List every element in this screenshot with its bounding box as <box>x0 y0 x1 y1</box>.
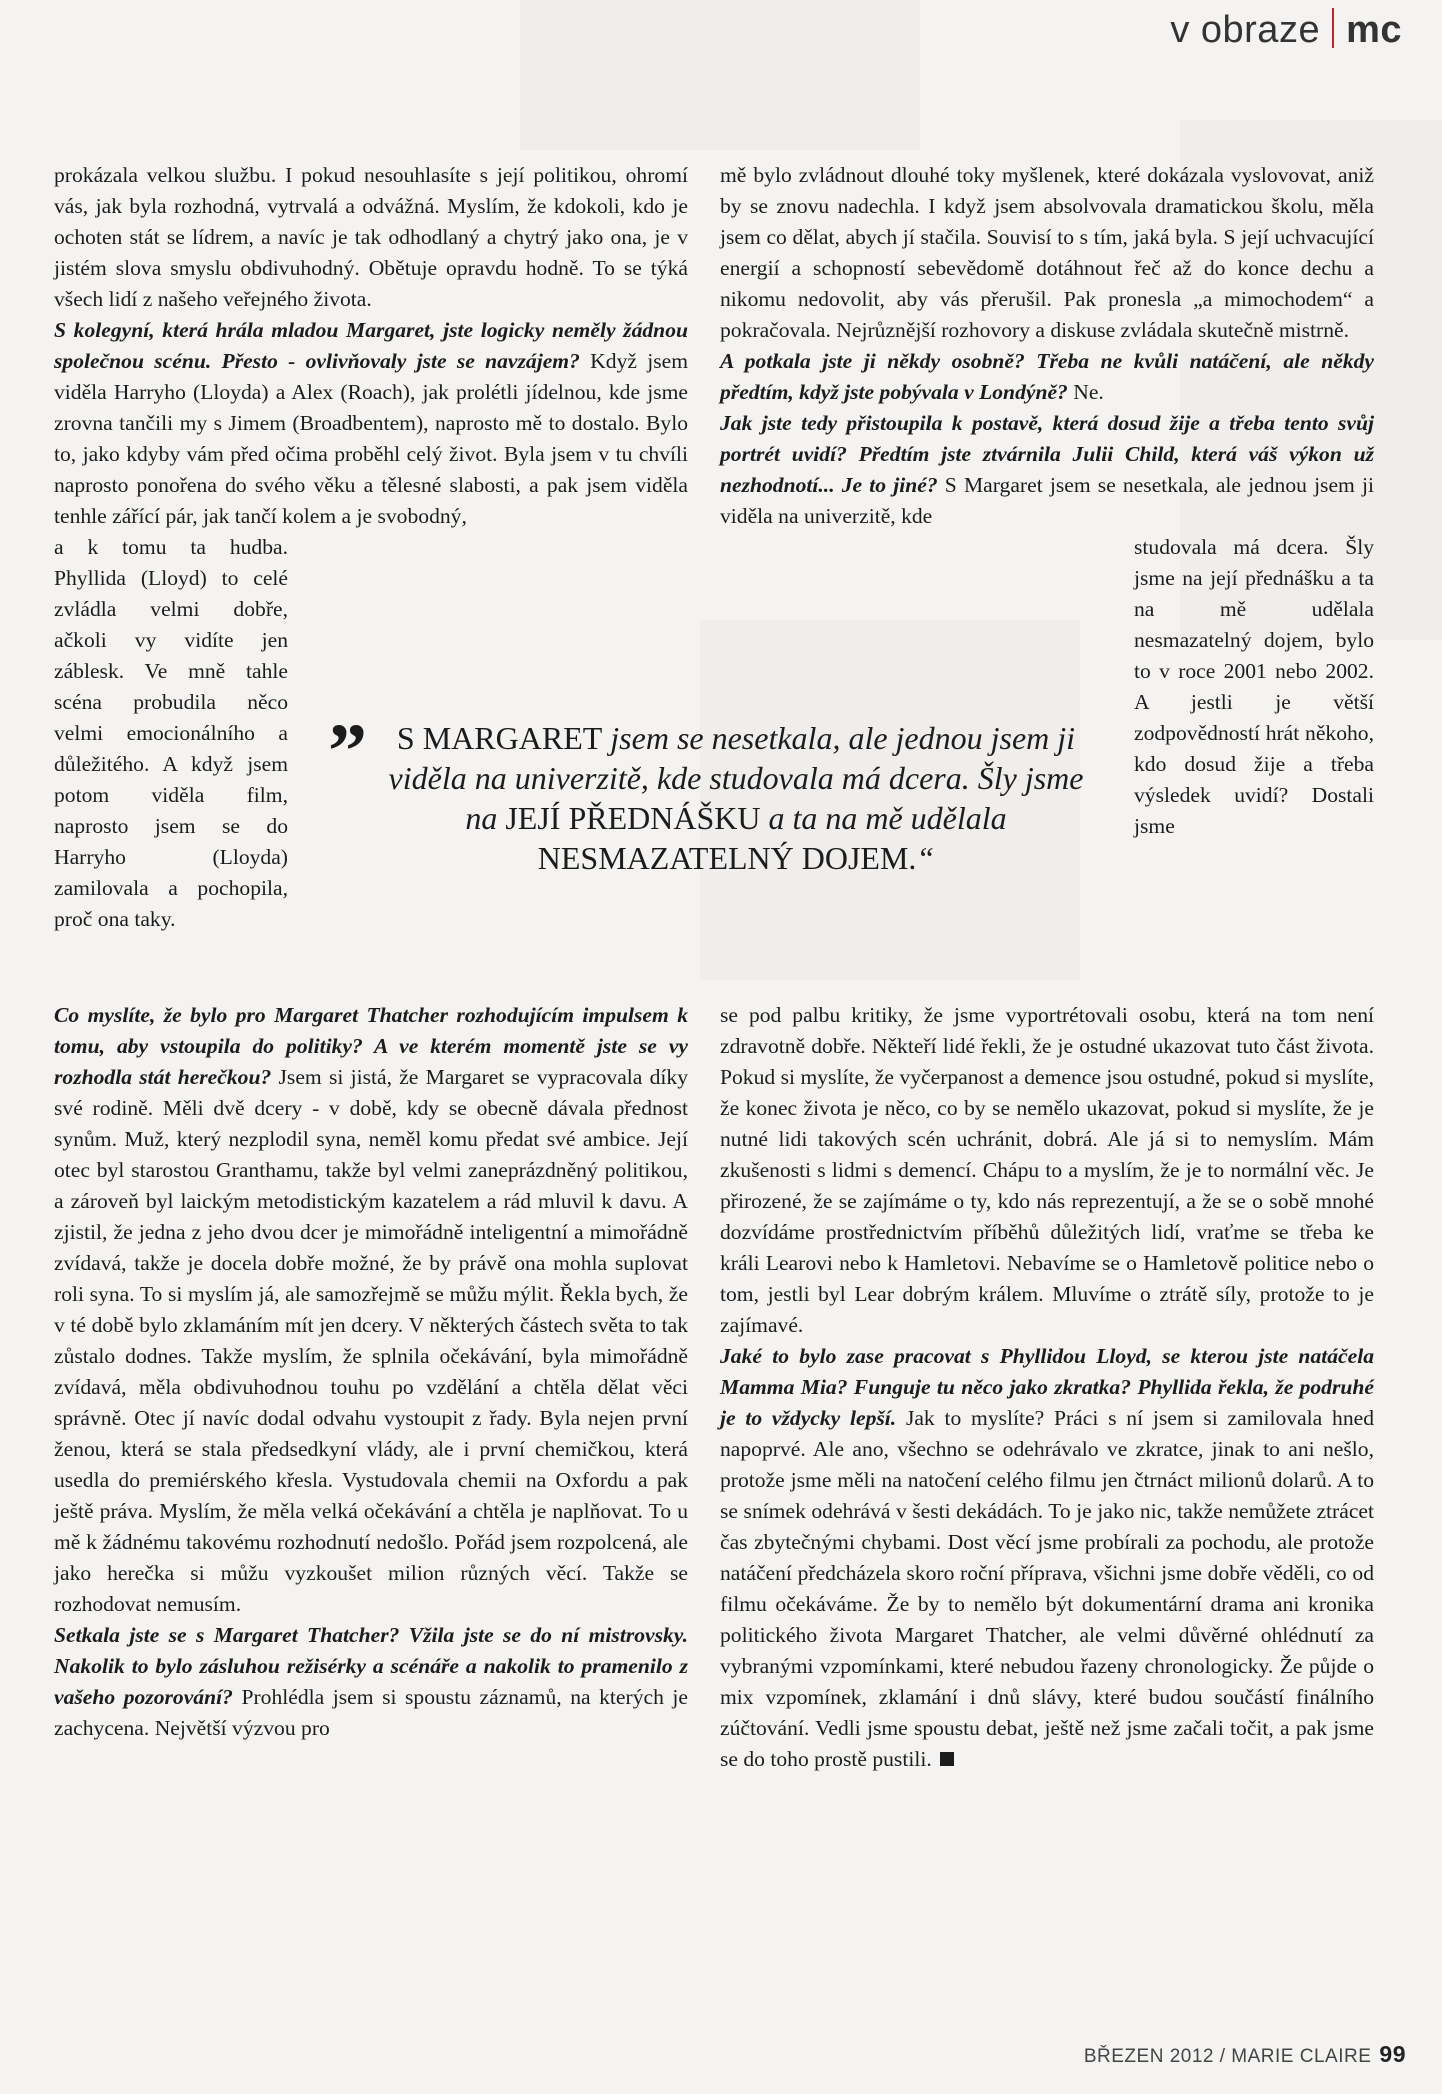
page-footer <box>1084 2041 1406 2068</box>
pull-quote-part: “ <box>916 840 935 876</box>
background-shadow-top <box>520 0 920 150</box>
brand-label: mc <box>1346 9 1402 51</box>
left-column-continued <box>54 1000 688 1744</box>
left-narrow-block <box>54 532 288 935</box>
right-question-1: A potkala jste ji někdy osobně? Třeba ne kvůli natáčení, ale někdy předtím, když jste pobývala v Londýně? <box>720 349 1374 404</box>
right-narrow-block <box>1134 532 1374 842</box>
right-question-2: Jak jste tedy přistoupila k postavě, která dosud žije a třeba tento svůj portrét uvidí? Předtím jste ztvárnila Julii Child, která váš výkon už nezhodnotí... Je to jiné? <box>720 411 1374 497</box>
left-question-1: S kolegyní, která hrála mladou Margaret, jste logicky neměly žádnou společnou scénu. Přesto - ovlivňovaly jste se navzájem? <box>54 318 688 373</box>
left-answer-3: Prohlédla jsem si spoustu záznamů, na kterých je zachycena. Největší výzvou pro <box>54 1685 688 1740</box>
right-answer-1: Ne. <box>1067 380 1104 404</box>
right-paragraph-1: mě bylo zvládnout dlouhé toky myšlenek, které dokázala vyslovovat, aniž by se znovu nadechla. I když jsem absolvovala dramatickou školu, měla jsem co dělat, abych jí stačila. Souvisí to s tím, jaká byla. S její uchvacující energií a schopností sebevědomě dotáhnout řeč až do konce dechu a nikomu nedovolit, aby vás přerušil. Pak pronesla „a mimochodem“ a pokračovala. Nejrůznější rozhovory a diskuse zvládala skutečně mistrně. <box>720 163 1374 342</box>
left-paragraph-1: prokázala velkou službu. I pokud nesouhlasíte s její politikou, ohromí vás, jak byla rozhodná, vytrvalá a odvážná. Myslím, že kdokoli, kdo je ochoten stát se lídrem, a navíc je tak odhodlaný a chytrý jako ona, je v jistém slova smyslu obdivuhodný. Obětuje opravdu hodně. To se týká všech lidí z našeho veřejného života. <box>54 163 688 311</box>
right-column-continued <box>720 1000 1374 1775</box>
right-question-3: Jaké to bylo zase pracovat s Phyllidou Lloyd, se kterou jste natáčela Mamma Mia? Funguje tu něco jako zkratka? Phyllida řekla, že podruhé je to vždycky lepší. <box>720 1344 1374 1430</box>
left-question-3: Setkala jste se s Margaret Thatcher? Vžila jste se do ní mistrovsky. Nakolik to bylo zásluhou režisérky a scénáře a nakolik to pramenilo z vašeho pozorování? <box>54 1623 688 1709</box>
pull-quote-part: a ta na mě udělala <box>760 800 1007 836</box>
page-number: 99 <box>1379 2041 1406 2067</box>
left-question-2: Co myslíte, že bylo pro Margaret Thatcher rozhodujícím impulsem k tomu, aby vstoupila do politiky? A ve kterém momentě jste se vy rozhodla stát herečkou? <box>54 1003 688 1089</box>
end-of-article-mark <box>940 1752 954 1766</box>
section-header <box>1170 8 1402 52</box>
pull-quote-mark: ” <box>328 707 367 794</box>
left-answer-1: Když jsem viděla Harryho (Lloyda) a Alex (Roach), jak prolétli jídelnou, kde jsme zrovna tančili my s Jimem (Broadbentem), naprosto mě to dostalo. Bylo to, jako kdyby vám před očima proběhl celý život. Byla jsem v tu chvíli naprosto ponořena do svého věku a tělesné slabosti, a pak jsem viděla tenhle zářící pár, jak tančí kolem a je svobodný, <box>54 349 688 528</box>
right-answer-2: S Margaret jsem se nesetkala, ale jednou jsem ji viděla na univerzitě, kde <box>720 473 1374 528</box>
left-answer-1-narrow: a k tomu ta hudba. Phyllida (Lloyd) to celé zvládla velmi dobře, ačkoli vy vidíte jen záblesk. Ve mně tahle scéna probudila něco velmi emocionálního a důležitého. A když jsem potom viděla film, naprosto jsem se do Harryho (Lloyda) zamilovala a pochopila, proč ona taky. <box>54 535 288 931</box>
pull-quote <box>328 707 1088 878</box>
pull-quote-part: jsem se nesetkala, ale jednou jsem ji viděla na univerzitě, kde studovala má dcera. Šly jsme na <box>388 720 1084 836</box>
header-divider <box>1332 8 1334 48</box>
pull-quote-part: S MARGARET <box>396 720 603 756</box>
right-answer-2-rest: se pod palbu kritiky, že jsme vyportrétovali osobu, která na tom není zdravotně dobře. Někteří lidé řekli, že je ostudné ukazovat tuto část života. Pokud si myslíte, že vyčerpanost a demence jsou ostudné, pokud si myslíte, že konec života je něco, co by se nemělo ukazovat, pokud si myslíte, že je nutné lidi takových scén uchránit, dobrá. Ale já si to nemyslím. Mám zkušenosti s lidmi s demencí. Chápu to a myslím, že je to normální věc. Je přirozené, že se zajímáme o ty, kdo nás reprezentují, a že se o sobě mnohé dozvídáme prostřednictvím příběhů důležitých lidí, vraťme se třeba ke králi Learovi nebo k Hamletovi. Nebavíme se o Hamletově politice nebo o tom, jestli byl Lear dobrým králem. Mluvíme o ztrátě síly, protože to je zajímavé. <box>720 1003 1374 1337</box>
right-answer-3: Jak to myslíte? Práci s ní jsem si zamilovala hned napoprvé. Ale ano, všechno se odehrávalo ve zkratce, jinak to ani nešlo, protože jsme měli na natočení celého filmu jen čtrnáct milionů dolarů. A to se snímek odehrává v šesti dekádách. To je jako nic, takže nemůžete ztrácet čas zbytečnými chybami. Dost věcí jsme probírali za pochodu, ale protože natáčení předcházela skoro roční příprava, všichni jsme dobře věděli, co od filmu očekáváme. Že by to nemělo být dokumentární drama ani kronika politického života Margaret Thatcher, ale velmi důvěrné ohlédnutí za vybranými vzpomínkami, které nebudou řazeny chronologicky. Že půjde o mix vzpomínek, zklamání i dnů slávy, které budou součástí finálního zúčtování. Vedli jsme spoustu debat, ještě než jsme začali točit, a pak jsme se do toho prostě pustili. <box>720 1406 1375 1771</box>
pull-quote-part: NESMAZATELNÝ DOJEM. <box>537 840 917 876</box>
pull-quote-part: JEJÍ PŘEDNÁŠKU <box>505 800 761 836</box>
left-answer-2: Jsem si jistá, že Margaret se vypracovala díky své rodině. Měli dvě dcery - v době, kdy se obecně dávala přednost synům. Muž, který nezplodil syna, neměl komu předat své ambice. Její otec byl starostou Granthamu, takže byl velmi zaneprázdněný politikou, a zároveň byl laickým metodistickým kazatelem a rád mluvil k davu. A zjistil, že jedna z jeho dvou dcer je mimořádně inteligentní a mimořádně zvídavá, takže je docela dobře možné, že by právě ona mohla suplovat roli syna. To si myslím já, ale samozřejmě se můžu mýlit. Řekla bych, že v té době bylo zklamáním mít jen dcery. V některých částech světa to tak zůstalo dodnes. Takže myslím, že splnila očekávání, byla mimořádně zvídavá, měla obdivuhodnou touhu po vzdělání a chtěla dělat věci správně. Otec jí navíc dodal odvahu vystoupit z řady. Byla nejen první ženou, která se stala předsedkyní vlády, ale i první chemičkou, která usedla do premiérského křesla. Vystudovala chemii na Oxfordu a pak ještě práva. Myslím, že měla velká očekávání a chtěla je naplňovat. To u mě k žádnému takovému rozhodnutí nedošlo. Pořád jsem rozpolcená, ale jako herečka si můžu vyzkoušet milion různých věcí. Takže se rozhodovat nemusím. <box>54 1065 688 1616</box>
section-label: v obraze <box>1170 9 1321 51</box>
issue-label: BŘEZEN 2012 / MARIE CLAIRE <box>1083 2046 1372 2067</box>
right-answer-2-narrow: studovala má dcera. Šly jsme na její přednášku a ta na mě udělala nesmazatelný dojem, bylo to v roce 2001 nebo 2002. A jestli je větší zodpovědností hrát někoho, kdo dosud žije a třeba výsledek uvidí? Dostali jsme <box>1134 535 1374 838</box>
pull-quote-text <box>328 718 1088 878</box>
